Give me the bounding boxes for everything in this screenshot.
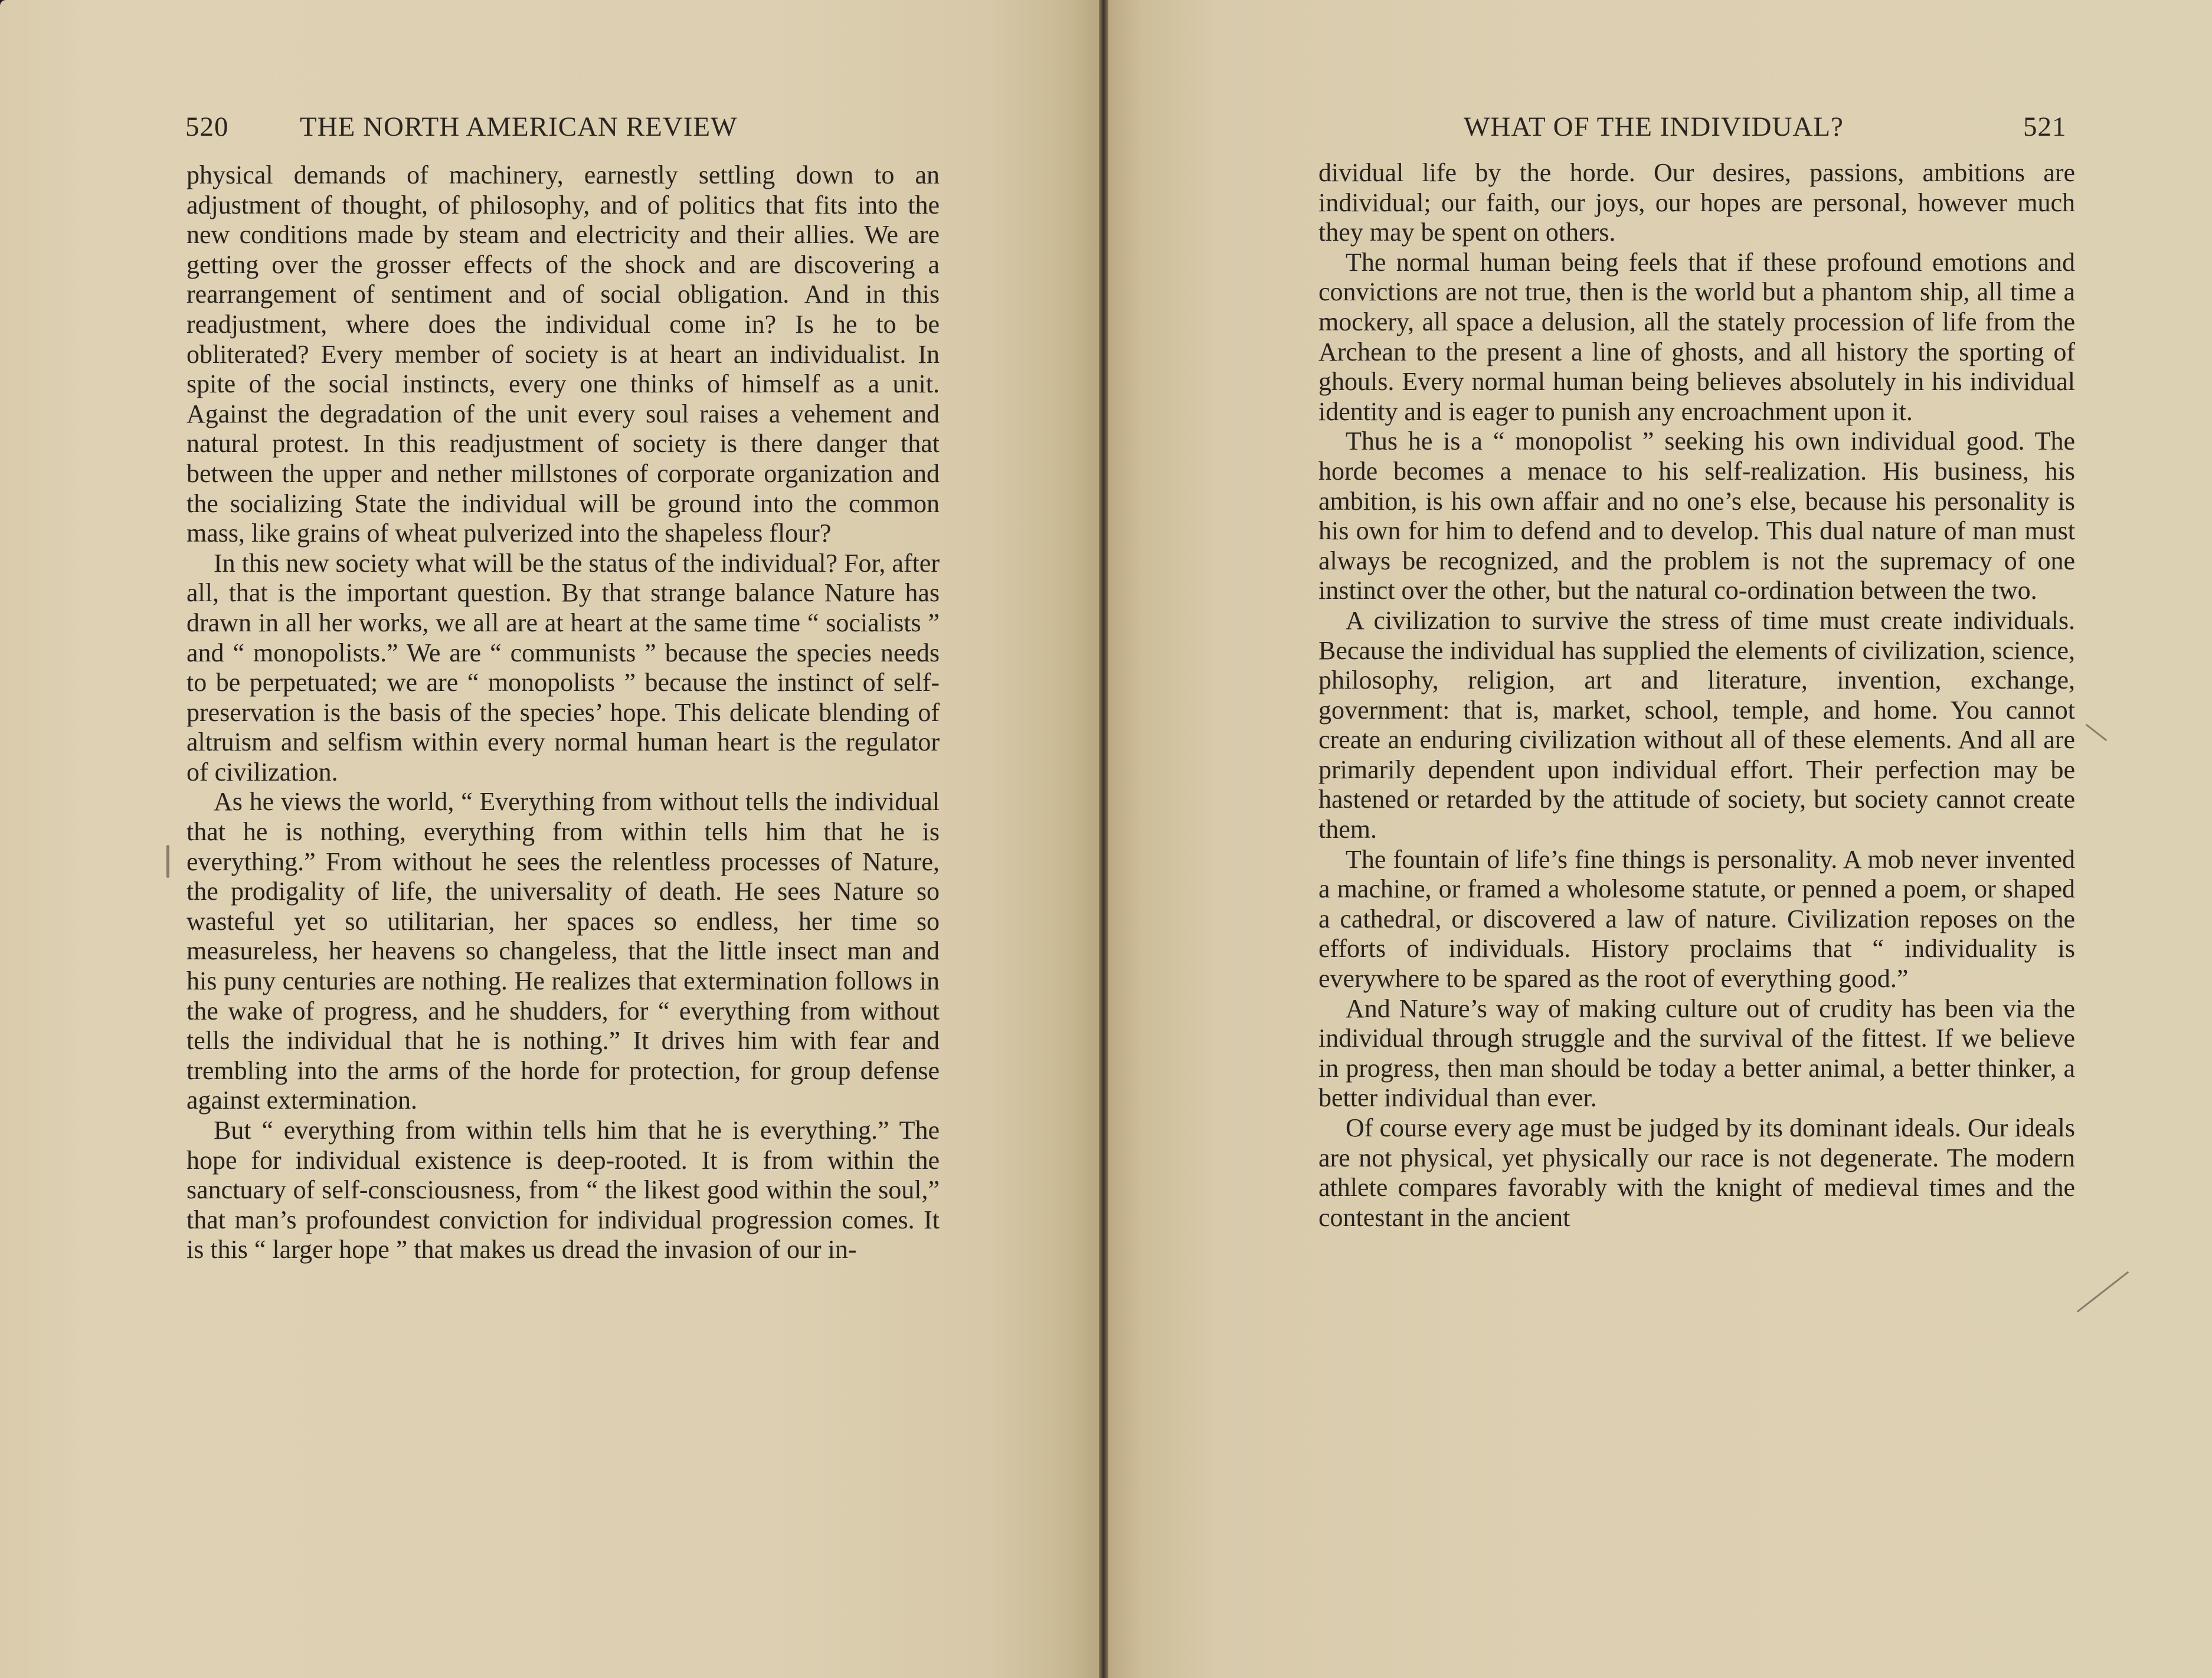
book-gutter	[1099, 0, 1108, 1678]
paragraph: But “ everything from within tells him that he is everything.” The hope for individual existence is deep-rooted. It is from within the sanctuary of self-consciousness, from “ the likest good within the soul,” that man’s profoundest conviction for individual progression comes. It is this “ larger hope ” that makes us dread the invasion of our in-	[186, 1116, 940, 1264]
left-body-text	[186, 160, 940, 1265]
pencil-margin-mark	[2086, 724, 2108, 741]
paragraph: The normal human being feels that if these profound emotions and convictions are not true, then is the world but a phantom ship, all time a mockery, all space a delusion, all the stately procession of life from the Archean to the present a line of ghosts, and all history the sporting of ghouls. Every normal human being believes absolutely in his individual identity and is eager to punish any encroachment upon it.	[1318, 247, 2075, 426]
right-page-number: 521	[2023, 112, 2067, 142]
paragraph: Thus he is a “ monopolist ” seeking his own individual good. The horde becomes a menace to his self-realization. His business, his ambition, is his own affair and no one’s else, because his personality is his own for him to defend and to develop. This dual nature of man must always be recognized, and the problem is not the supremacy of one instinct over the other, but the natural co-ordination between the two.	[1318, 427, 2075, 605]
paragraph: A civilization to survive the stress of time must create individuals. Because the individual has supplied the elements of civilization, science, philosophy, religion, art and literature, invention, exchange, government: that is, market, school, temple, and home. You cannot create an enduring civilization without all of these elements. And all are primarily dependent upon individual effort. Their perfection may be hastened or retarded by the attitude of society, but society cannot create them.	[1318, 605, 2075, 844]
right-page	[1108, 0, 2212, 1678]
pencil-margin-mark	[166, 845, 169, 878]
right-body-text	[1318, 158, 2075, 1233]
paragraph: physical demands of machinery, earnestly settling down to an adjustment of thought, of philosophy, and of politics that fits into the new conditions made by steam and electricity and their allies. We are getting over the grosser effects of the shock and are discovering a rearrangement of sentiment and of social obligation. And in this readjustment, where does the individual come in? Is he to be obliterated? Every member of society is at heart an individualist. In spite of the social instincts, every one thinks of himself as a unit. Against the degradation of the unit every soul raises a vehement and natural protest. In this readjustment of society is there danger that between the upper and nether millstones of corporate organization and the socializing State the individual will be ground into the common mass, like grains of wheat pulverized into the shapeless flour?	[186, 160, 940, 548]
paragraph: Of course every age must be judged by its dominant ideals. Our ideals are not physical, yet physically our race is not degenerate. The modern athlete compares favorably with the knight of medieval times and the contestant in the ancient	[1318, 1113, 2075, 1232]
right-running-head: WHAT OF THE INDIVIDUAL?	[1464, 112, 1844, 142]
paragraph: The fountain of life’s fine things is personality. A mob never invented a machine, or framed a wholesome statute, or penned a poem, or shaped a cathedral, or discovered a law of nature. Civilization reposes on the efforts of individuals. History proclaims that “ individuality is everywhere to be spared as the root of everything good.”	[1318, 844, 2075, 994]
paragraph: dividual life by the horde. Our desires, passions, ambitions are individual; our faith, our joys, our hopes are personal, however much they may be spent on others.	[1318, 158, 2075, 247]
pencil-margin-mark	[2077, 1271, 2129, 1312]
left-page	[0, 0, 1099, 1678]
paragraph: As he views the world, “ Everything from without tells the individual that he is nothing, everything from within tells him that he is everything.” From without he sees the relentless processes of Nature, the prodigality of life, the universality of death. He sees Nature so wasteful yet so utilitarian, her spaces so endless, her time so measureless, her heavens so changeless, that the little insect man and his puny centuries are nothing. He realizes that extermination follows in the wake of progress, and he shudders, for “ everything from without tells the individual that he is nothing.” It drives him with fear and trembling into the arms of the horde for protection, for group defense against extermination.	[186, 787, 940, 1115]
paragraph: In this new society what will be the status of the individual? For, after all, that is the important question. By that strange balance Nature has drawn in all her works, we all are at heart at the same time “ socialists ” and “ monopolists.” We are “ communists ” because the species needs to be perpetuated; we are “ monopolists ” because the instinct of self-preservation is the basis of the species’ hope. This delicate blending of altruism and selfism within every normal human heart is the regulator of civilization.	[186, 548, 940, 786]
paragraph: And Nature’s way of making culture out of crudity has been via the individual through struggle and the survival of the fittest. If we believe in progress, then man should be today a better animal, a better thinker, a better individual than ever.	[1318, 994, 2075, 1113]
left-page-number: 520	[185, 112, 229, 142]
left-running-head: THE NORTH AMERICAN REVIEW	[300, 112, 738, 142]
